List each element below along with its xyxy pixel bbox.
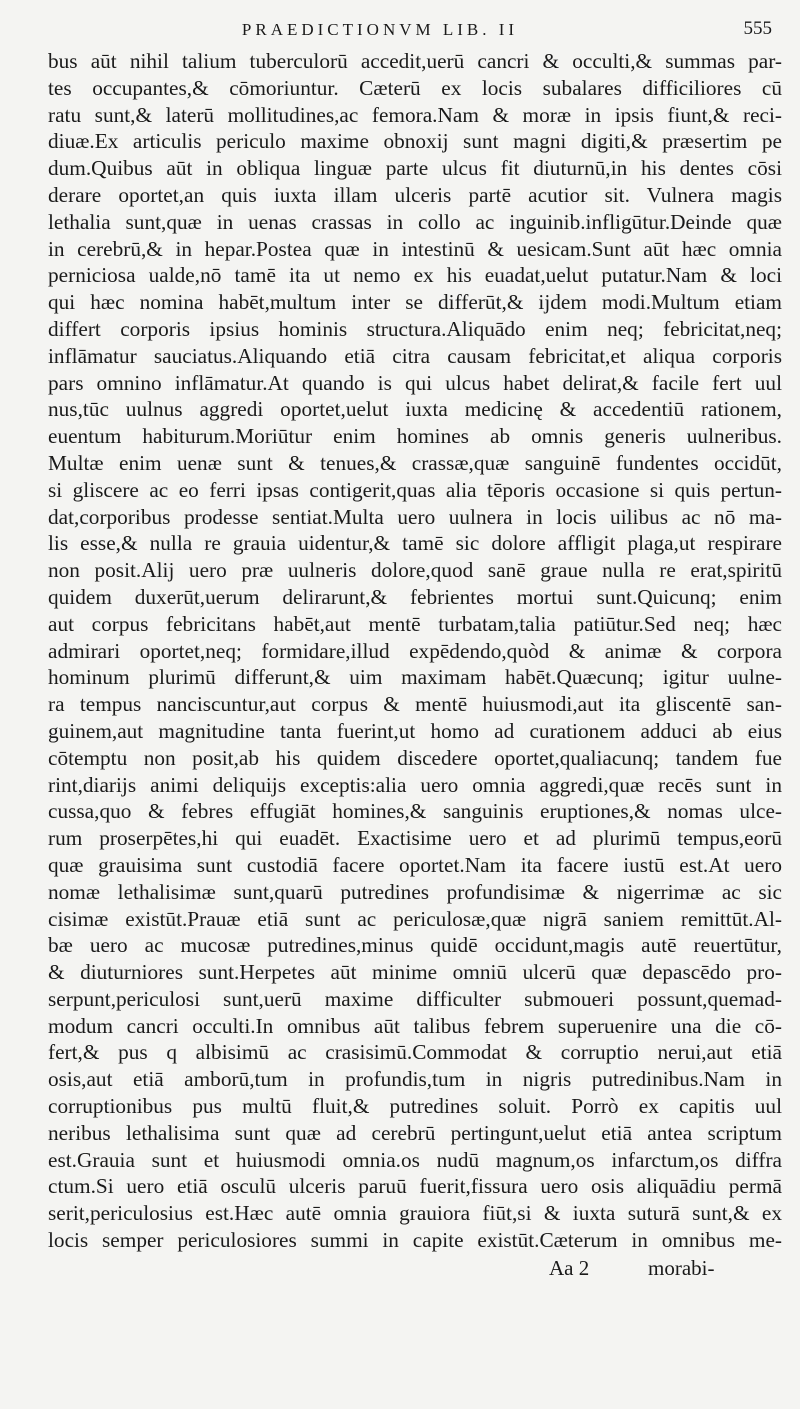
text-line: nomæ lethalisimæ sunt,quarū putredines profundisimæ & nigerrimæ ac sic — [48, 879, 782, 904]
text-line: osis,aut etiā amborū,tum in profundis,tum in nigris putredinibus.Nam in — [48, 1067, 782, 1092]
text-line: Multæ enim uenæ sunt & tenues,& crassæ,quæ sanguinē fundentes occidūt, — [48, 450, 782, 475]
text-line: ra tempus nanciscuntur,aut corpus & mentē huiusmodi,aut ita gliscentē san- — [48, 692, 782, 717]
text-line: rum proserpētes,hi qui euadēt. Exactisime uero et ad plurimū tempus,eorū — [48, 826, 782, 851]
text-line: guinem,aut magnitudine tanta fuerint,ut homo ad curationem adduci ab eius — [48, 718, 782, 743]
page-number: 555 — [743, 18, 772, 39]
text-line: quæ grauisima sunt custodiā facere oportet.Nam ita facere iustū est.At uero — [48, 852, 782, 877]
text-line: non posit.Alij uero præ uulneris dolore,quod sanē graue nulla re erat,spiritū — [48, 558, 782, 583]
text-line: neribus lethalisima sunt quæ ad cerebrū pertingunt,uelut etiā antea scriptum — [48, 1120, 782, 1145]
text-line: lethalia sunt,quæ in uenas crassas in collo ac inguinib.infligūtur.Deinde quæ — [48, 209, 782, 234]
text-line: fert,& pus q albisimū ac crasisimū.Commodat & corruptio nerui,aut etiā — [48, 1040, 782, 1065]
text-line: corruptionibus pus multū fluit,& putredines soluit. Porrò ex capitis uul — [48, 1094, 782, 1119]
text-line: modum cancri occulti.In omnibus aūt talibus febrem superuenire una die cō- — [48, 1013, 782, 1038]
text-line: ctum.Si uero etiā osculū ulceris paruū fuerit,fissura uero osis aliquādiu permā — [48, 1174, 782, 1199]
running-head: PRAEDICTIONVM LIB. II — [241, 20, 519, 39]
text-line: cisimæ existūt.Prauæ etiā sunt ac periculosæ,quæ nigrā saniem remittūt.Al- — [48, 906, 782, 931]
text-line: perniciosa ualde,nō tamē ita ut nemo ex his euadat,uelut putatur.Nam & loci — [48, 263, 782, 288]
text-line: nus,tūc uulnus aggredi oportet,uelut iuxta medicinę & accedentiū rationem, — [48, 397, 782, 422]
signature-mark: Aa 2 — [549, 1255, 590, 1280]
text-line: serpunt,periculosi sunt,uerū maxime difficulter submoueri possunt,quemad- — [48, 986, 782, 1011]
text-line: lis esse,& nulla re grauia uidentur,& tamē sic dolore affligit plaga,ut respirare — [48, 531, 782, 556]
text-line: diuæ.Ex articulis periculo maxime obnoxij sunt magni digiti,& præsertim pe — [48, 129, 782, 154]
page-footer — [48, 1256, 782, 1284]
text-line: quidem duxerūt,uerum delirarunt,& febrientes mortui sunt.Quicunq; enim — [48, 584, 782, 609]
text-line: qui hæc nomina habēt,multum inter se differūt,& ijdem modi.Multum etiam — [48, 290, 782, 315]
text-line: serit,periculosius est.Hæc autē omnia grauiora fiūt,si & iuxta suturā sunt,& ex — [48, 1201, 782, 1226]
text-line: euentum habiturum.Moriūtur enim homines ab omnis generis uulneribus. — [48, 424, 782, 449]
text-line: inflāmatur sauciatus.Aliquando etiā citra causam febricitat,et aliqua corporis — [48, 343, 782, 368]
text-line: in cerebrū,& in hepar.Postea quæ in intestinū & uesicam.Sunt aūt hæc omnia — [48, 236, 782, 261]
text-line: differt corporis ipsius hominis structura.Aliquādo enim neq; febricitat,neq; — [48, 316, 782, 341]
text-line: hominum plurimū differunt,& uim maximam habēt.Quæcunq; igitur uulne- — [48, 665, 782, 690]
text-line: rint,diarijs animi deliquijs exceptis:alia uero omnia aggredi,quæ recēs sunt in — [48, 772, 782, 797]
text-line: cussa,quo & febres effugiāt homines,& sanguinis eruptiones,& nomas ulce- — [48, 799, 782, 824]
text-line: locis semper periculosiores summi in capite existūt.Cæterum in omnibus me- — [48, 1228, 782, 1253]
text-line: ratu sunt,& laterū mollitudines,ac femora.Nam & moræ in ipsis fiunt,& reci- — [48, 102, 782, 127]
text-line: pars omnino inflāmatur.At quando is qui ulcus habet delirat,& facile fert uul — [48, 370, 782, 395]
text-line: admirari oportet,neq; formidare,illud expēdendo,quòd & animæ & corpora — [48, 638, 782, 663]
text-line: & diuturniores sunt.Herpetes aūt minime omniū ulcerū quæ depascēdo pro- — [48, 960, 782, 985]
text-line: tes occupantes,& cōmoriuntur. Cæterū ex locis subalares difficiliores cū — [48, 75, 782, 100]
text-line: derare oportet,an quis iuxta illam ulceris partē acutior sit. Vulnera magis — [48, 182, 782, 207]
text-line: aut corpus febricitans habēt,aut mentē turbatam,talia patiūtur.Sed neq; hæc — [48, 611, 782, 636]
text-line: bus aūt nihil talium tuberculorū accedit,uerū cancri & occulti,& summas par- — [48, 49, 782, 73]
text-line: bæ uero ac mucosæ putredines,minus quidē occidunt,magis autē reuertūtur, — [48, 933, 782, 958]
text-line: si gliscere ac eo ferri ipsas contigerit,quas alia tēporis occasione si quis pertun- — [48, 477, 782, 502]
body-text — [48, 48, 782, 1254]
text-line: est.Grauia sunt et huiusmodi omnia.os nudū magnum,os infarctum,os diffra — [48, 1147, 782, 1172]
catchword: morabi- — [648, 1255, 715, 1280]
text-line: dat,corporibus prodesse sentiat.Multa uero uulnera in locis uilibus ac nō ma- — [48, 504, 782, 529]
page-header — [48, 14, 782, 48]
text-line: dum.Quibus aūt in obliqua linguæ parte ulcus fit diuturnū,in his dentes cōsi — [48, 156, 782, 181]
text-line: cōtemptu non posit,ab his quidem discedere oportet,qualiacunq; tandem fue — [48, 745, 782, 770]
